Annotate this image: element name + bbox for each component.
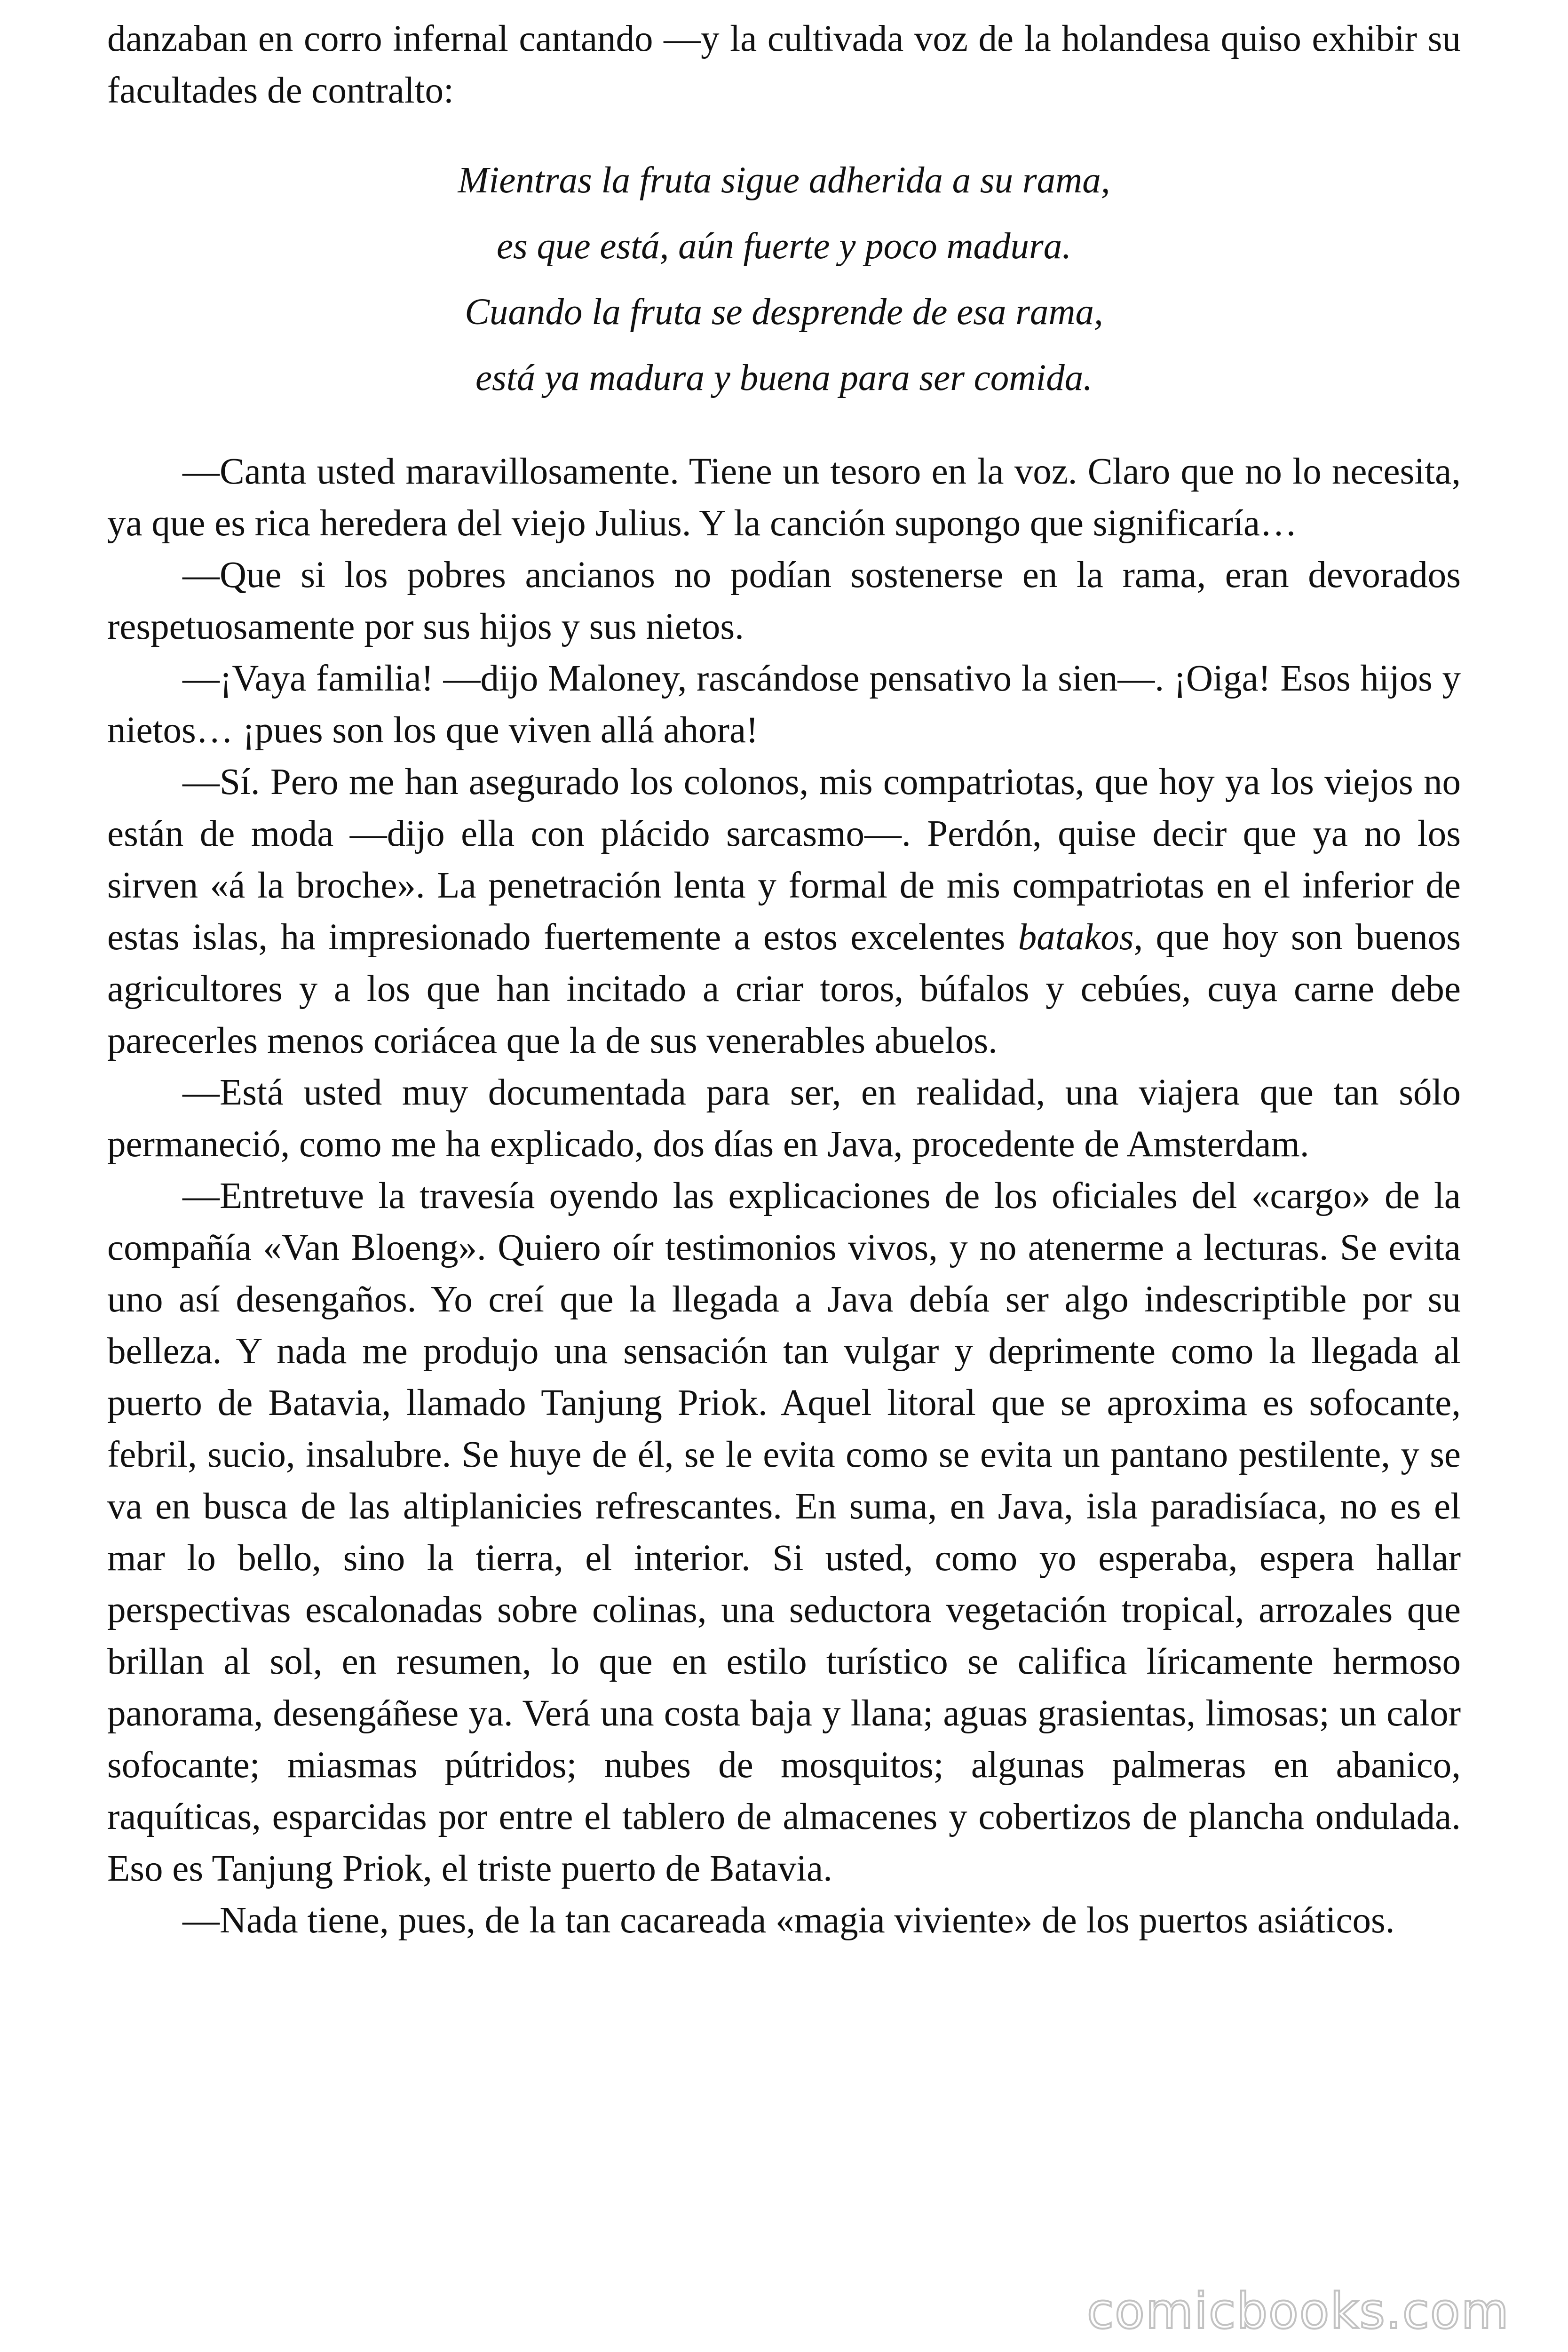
dialogue-paragraph: —Nada tiene, pues, de la tan cacareada «magia viviente» de los puertos asiáticos. [182, 1900, 1395, 1941]
dialogue-paragraph: —Está usted muy documentada para ser, en realidad, una viajera que tan sólo permaneció, como me ha explicado, dos días en Java, procedente de Amsterdam. [107, 1072, 1461, 1165]
dialogue-paragraph: —Canta usted maravillosamente. Tiene un tesoro en la voz. Claro que no lo necesita, ya que es rica heredera del viejo Julius. Y la canción supongo que significaría… [107, 451, 1461, 544]
italic-term: batakos [1018, 917, 1134, 958]
page-body [107, 13, 1461, 1947]
paragraph-text: —Sí. Pero me han asegurado los colonos, mis compatriotas, que hoy ya los viejos no están de moda —dijo ella con plácido sarcasmo—. Perdón, quise decir que ya no los sirven «á la broche». La penetración lenta y formal de mis compatriotas en el inferior de estas islas, ha impresionado fuertemente a estos excelentes [107, 762, 1461, 958]
verse-line: está ya madura y buena para ser comida. [475, 358, 1093, 398]
dialogue-paragraph: —¡Vaya familia! —dijo Maloney, rascándose pensativo la sien—. ¡Oiga! Esos hijos y nietos… ¡pues son los que viven allá ahora! [107, 658, 1461, 751]
verse-line: Cuando la fruta se desprende de esa rama, [465, 292, 1103, 333]
dialogue-paragraph: —Entretuve la travesía oyendo las explicaciones de los oficiales del «cargo» de la compañía «Van Bloeng». Quiero oír testimonios vivos, y no atenerme a lecturas. Se evita uno así desengaños. Yo creí que la llegada a Java debía ser algo indescriptible por su belleza. Y nada me produjo una sensación tan vulgar y deprimente como la llegada al puerto de Batavia, llamado Tanjung Priok. Aquel litoral que se aproxima es sofocante, febril, sucio, insalubre. Se huye de él, se le evita como se evita un pantano pestilente, y se va en busca de las altiplanicies refrescantes. En suma, en Java, isla paradisíaca, no es el mar lo bello, sino la tierra, el interior. Si usted, como yo esperaba, espera hallar perspectivas escalonadas sobre colinas, una seductora vegetación tropical, arrozales que brillan al sol, en resumen, lo que en estilo turístico se califica líricamente hermoso panorama, desengáñese ya. Verá una costa baja y llana; aguas grasientas, limosas; un calor sofocante; miasmas pútridos; nubes de mosquitos; algunas palmeras en abanico, raquíticas, esparcidas por entre el tablero de almacenes y cobertizos de plancha ondulada. Eso es Tanjung Priok, el triste puerto de Batavia. [107, 1176, 1461, 1889]
watermark: comicbooks.com [1086, 2282, 1510, 2340]
dialogue-paragraph: —Que si los pobres ancianos no podían sostenerse en la rama, eran devorados respetuosamente por sus hijos y sus nietos. [107, 555, 1461, 647]
verse-line: Mientras la fruta sigue adherida a su rama, [458, 160, 1110, 201]
dialogue-paragraph [107, 756, 1461, 1067]
opening-paragraph: danzaban en corro infernal cantando —y la cultivada voz de la holandesa quiso exhibir su facultades de contralto: [107, 18, 1461, 111]
paragraph-text: , que hoy son buenos agricultores y a los que han incitado a criar toros, búfalos y cebúes, cuya carne debe parecerles menos coriácea que la de sus venerables abuelos. [107, 917, 1461, 1061]
song-verse [107, 148, 1461, 411]
verse-line: es que está, aún fuerte y poco madura. [496, 226, 1072, 267]
